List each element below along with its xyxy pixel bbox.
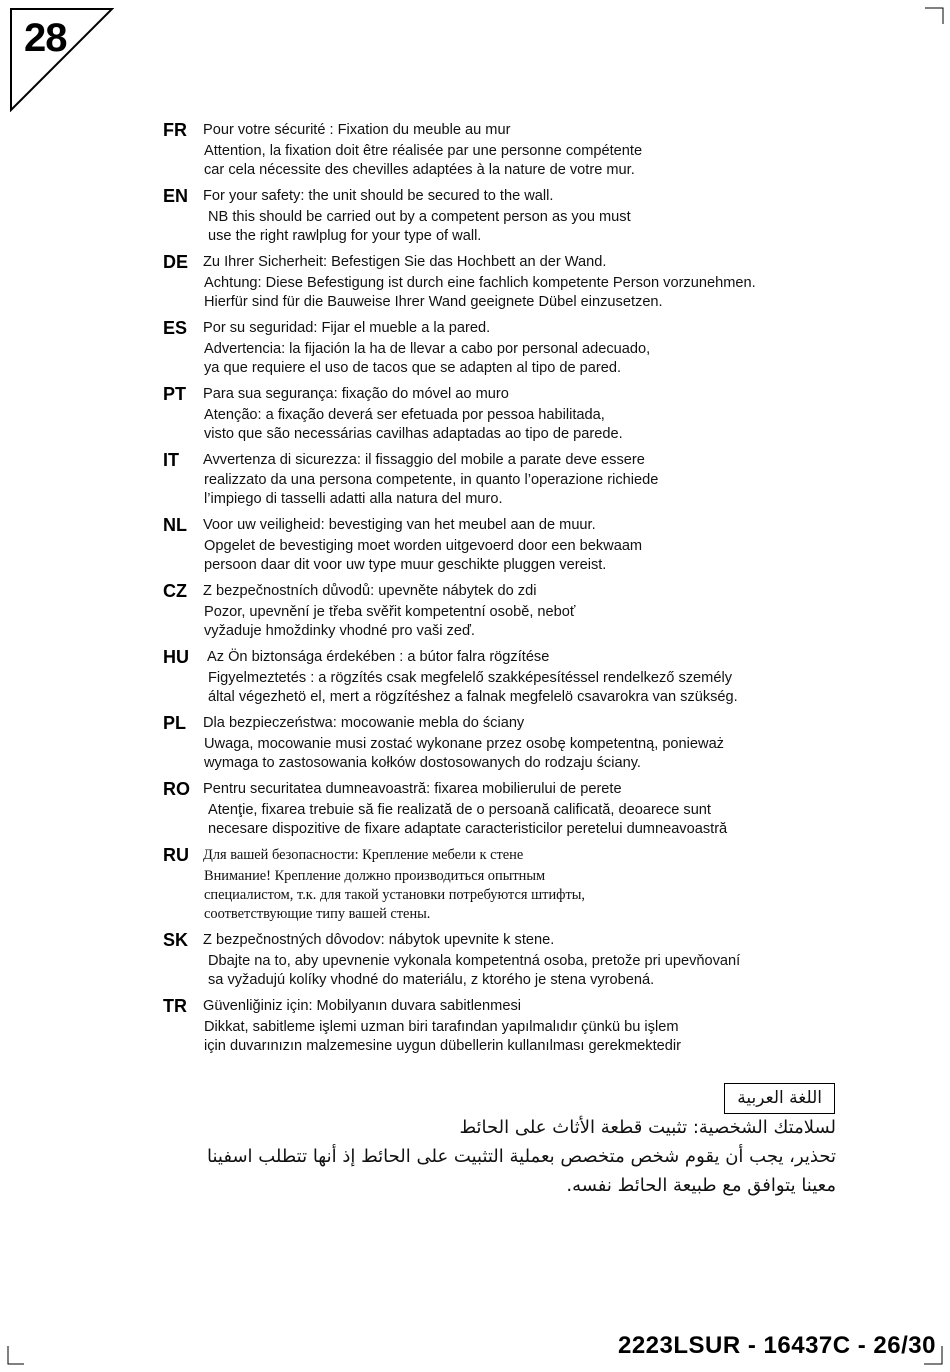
arabic-language-label: اللغة العربية (724, 1083, 835, 1114)
crop-mark-bottom-left (4, 1346, 26, 1368)
lang-body-line: persoon daar dit voor uw type muur geschikte pluggen vereist. (204, 557, 607, 573)
lang-title: Para sua segurança: fixação do móvel ao muro (203, 386, 509, 402)
page-number: 28 (24, 16, 67, 60)
lang-code: IT (163, 450, 179, 470)
lang-code: FR (163, 120, 187, 140)
lang-body-line: Dikkat, sabitleme işlemi uzman biri tarafından yapılmalıdır çünkü bu işlem (204, 1019, 679, 1035)
lang-title: Avvertenza di sicurezza: il fissaggio del mobile a parate deve essere (203, 452, 645, 468)
lang-body-line: necesare dispozitive de fixare adaptate caracteristicilor peretelui dumneavoastră (208, 821, 728, 837)
lang-body-line: realizzato da una persona competente, in quanto l’operazione richiede (204, 472, 659, 488)
lang-code: PT (163, 384, 187, 404)
lang-body-line: l’impiego di tasselli adatti alla natura del muro. (204, 491, 503, 507)
lang-code: RO (163, 779, 190, 799)
lang-code: SK (163, 930, 189, 950)
arabic-line: معينا يتوافق مع طبيعة الحائط نفسه. (566, 1175, 836, 1196)
lang-block-pt (163, 384, 863, 450)
lang-body-line: Achtung: Diese Befestigung ist durch eine fachlich kompetente Person vorzunehmen. (204, 275, 756, 291)
lang-block-de (163, 252, 863, 318)
lang-block-it (163, 450, 863, 515)
lang-block-sk (163, 930, 863, 996)
lang-body-line: Advertencia: la fijación la ha de llevar a cabo por personal adecuado, (204, 341, 651, 357)
lang-block-es (163, 318, 863, 384)
lang-code: NL (163, 515, 187, 535)
lang-body-line: Figyelmeztetés : a rögzítés csak megfelelő szakképesítéssel rendelkező személy (208, 670, 732, 686)
lang-body-line: visto que são necessárias cavilhas adaptadas ao tipo de parede. (204, 426, 623, 442)
lang-body-line: ya que requiere el uso de tacos que se adapten al tipo de pared. (204, 360, 622, 376)
lang-title: Z bezpečnostních důvodů: upevněte nábytek do zdi (203, 583, 537, 599)
lang-block-nl (163, 515, 863, 581)
lang-title: Z bezpečnostných dôvodov: nábytok upevnite k stene. (203, 932, 555, 948)
lang-title: Zu Ihrer Sicherheit: Befestigen Sie das Hochbett an der Wand. (203, 254, 607, 270)
lang-body-line: Attention, la fixation doit être réalisée par une personne compétente (204, 143, 643, 159)
lang-block-cz (163, 581, 863, 647)
lang-body-line: use the right rawlplug for your type of wall. (208, 228, 482, 244)
lang-body-line: Uwaga, mocowanie musi zostać wykonane przez osobę kompetentną, ponieważ (204, 736, 724, 752)
lang-body-line: Atenção: a fixação deverá ser efetuada por pessoa habilitada, (204, 407, 605, 423)
lang-block-ro (163, 779, 863, 845)
lang-body-line: NB this should be carried out by a competent person as you must (208, 209, 631, 225)
crop-mark-top-right (925, 4, 947, 26)
lang-body-line: Dbajte na to, aby upevnenie vykonala kompetentná osoba, pretože pri upevňovaní (208, 953, 741, 969)
lang-body-line: Opgelet de bevestiging moet worden uitgevoerd door een bekwaam (204, 538, 643, 554)
lang-title: Az Ön biztonsága érdekében : a bútor falra rögzítése (207, 649, 550, 665)
lang-title: Pour votre sécurité : Fixation du meuble au mur (203, 122, 511, 138)
lang-code: HU (163, 647, 189, 667)
arabic-line: تحذير، يجب أن يقوم شخص متخصص بعملية التثبيت على الحائط إذ أنها تتطلب اسفينا (207, 1146, 836, 1167)
lang-body-line: Pozor, upevnění je třeba svěřit kompetentní osobě, neboť (204, 604, 576, 620)
lang-body-line: Hierfür sind für die Bauweise Ihrer Wand geeignete Dübel einzusetzen. (204, 294, 663, 310)
lang-code: EN (163, 186, 189, 206)
lang-body-line: sa vyžadujú kolíky vhodné do materiálu, z ktorého je stena vyrobená. (208, 972, 655, 988)
lang-body-line: соответствующие типу вашей стены. (204, 906, 431, 922)
lang-body-line: által végezhetö el, mert a rögzítéshez a falnak megfelelö csavarokra van szükség. (208, 689, 738, 705)
lang-code: PL (163, 713, 187, 733)
safety-instructions-list (163, 120, 863, 1062)
lang-body-line: wymaga to zastosowania kołków dostosowanych do rodzaju ściany. (204, 755, 641, 771)
lang-title: For your safety: the unit should be secured to the wall. (203, 188, 554, 204)
lang-title: Dla bezpieczeństwa: mocowanie mebla do ściany (203, 715, 525, 731)
lang-block-pl (163, 713, 863, 779)
lang-code: ES (163, 318, 188, 338)
lang-block-ru (163, 845, 863, 930)
lang-body-line: car cela nécessite des chevilles adaptées à la nature de votre mur. (204, 162, 635, 178)
lang-code: CZ (163, 581, 187, 601)
lang-title: Por su seguridad: Fijar el mueble a la pared. (203, 320, 491, 336)
lang-body-line: için duvarınızın malzemesine uygun dübellerin kullanılması gerekmektedir (204, 1038, 681, 1054)
lang-code: RU (163, 845, 189, 865)
lang-title: Voor uw veiligheid: bevestiging van het meubel aan de muur. (203, 517, 596, 533)
arabic-line: لسلامتك الشخصية: تثبيت قطعة الأثاث على الحائط (459, 1117, 836, 1138)
lang-block-hu (163, 647, 863, 713)
lang-code: TR (163, 996, 187, 1016)
lang-body-line: vyžaduje hmoždinky vhodné pro vaši zeď. (204, 623, 475, 639)
arabic-instructions (156, 1113, 836, 1200)
lang-block-tr (163, 996, 863, 1062)
lang-code: DE (163, 252, 189, 272)
page-number-badge (10, 8, 114, 112)
document-reference-code: 2223LSUR - 16437C - 26/30 (617, 1332, 936, 1359)
lang-block-en (163, 186, 863, 252)
lang-title: Для вашей безопасности: Крепление мебели к стене (203, 847, 524, 863)
lang-title: Güvenliğiniz için: Mobilyanın duvara sabitlenmesi (203, 998, 521, 1014)
lang-title: Pentru securitatea dumneavoastră: fixarea mobilierului de perete (203, 781, 622, 797)
lang-body-line: Внимание! Крепление должно производиться опытным (204, 868, 546, 884)
lang-body-line: специалистом, т.к. для такой установки потребуются штифты, (204, 887, 586, 903)
lang-block-fr (163, 120, 863, 186)
lang-body-line: Atenţie, fixarea trebuie să fie realizată de o persoană calificată, deoarece sunt (208, 802, 711, 818)
